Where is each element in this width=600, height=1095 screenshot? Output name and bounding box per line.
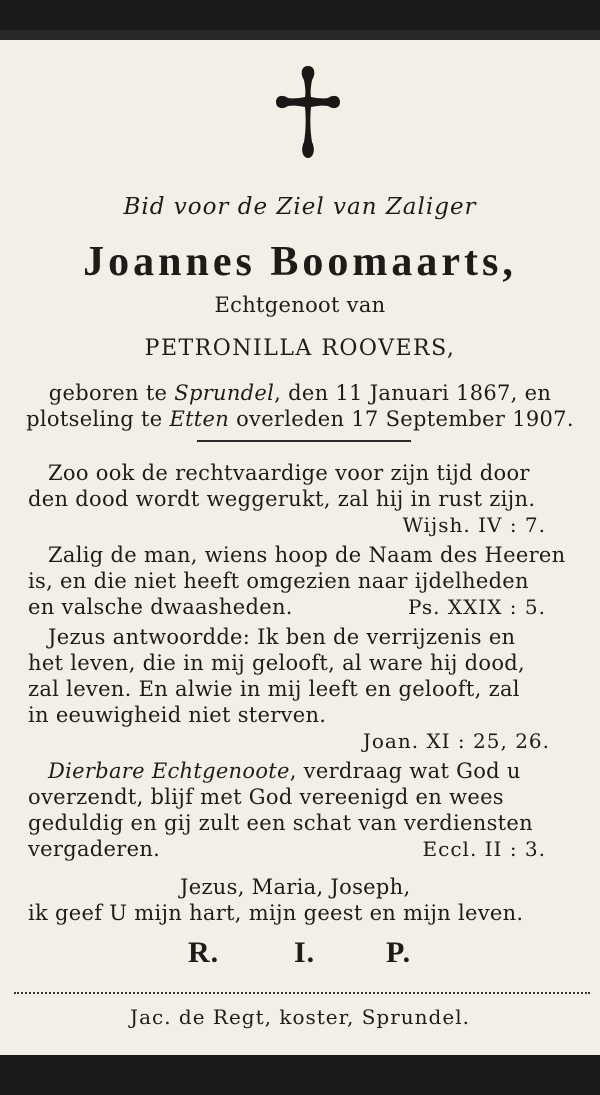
verse3-line2: het leven, die in mij gelooft, al ware hij dood, [28, 651, 526, 675]
death-post: overleden 17 September 1907. [229, 407, 574, 431]
verse2-line3: en valsche dwaasheden. [28, 595, 293, 619]
verse3-line3: zal leven. En alwie in mij leeft en gelooft, zal [28, 677, 520, 701]
verse1-line2: den dood wordt weggerukt, zal hij in rust zijn. [28, 487, 536, 511]
divider-rule [197, 440, 411, 442]
rip-p: P. [386, 936, 412, 969]
latin-cross-icon [275, 64, 341, 160]
verse2-reference: Ps. XXIX : 5. [407, 595, 546, 619]
invocation-line1: Jezus, Maria, Joseph, [180, 875, 411, 899]
birth-post: , den 11 Januari 1867, en [274, 381, 552, 405]
invocation-line2: ik geef U mijn hart, mijn geest en mijn leven. [28, 901, 524, 925]
verse4-line3: geduldig en gij zult een schat van verdiensten [28, 811, 533, 835]
birth-pre: geboren te [48, 381, 175, 405]
death-pre: plotseling te [26, 407, 170, 431]
verse4-line1-rest: , verdraag wat God u [289, 759, 521, 783]
frame-bottom [0, 1055, 600, 1095]
deceased-name: Joannes Boomaarts, [83, 239, 517, 285]
verse4-line4: vergaderen. [28, 837, 161, 861]
verse2-line1: Zalig de man, wiens hoop de Naam des Heeren [48, 543, 566, 567]
relation-line: Echtgenoot van [214, 293, 386, 317]
verse4-line2: overzendt, blijf met God vereenigd en wees [28, 785, 504, 809]
verse3-reference: Joan. XI : 25, 26. [362, 729, 550, 753]
prayer-heading: Bid voor de Ziel van Zaliger [123, 194, 477, 220]
death-place: Etten [169, 407, 230, 431]
spouse-name: PETRONILLA ROOVERS, [144, 336, 456, 361]
verse2-line2: is, en die niet heeft omgezien naar ijdelheden [28, 569, 529, 593]
printer-credit: Jac. de Regt, koster, Sprundel. [130, 1005, 470, 1029]
verse4-line1 [48, 758, 521, 784]
verse1-line1: Zoo ook de rechtvaardige voor zijn tijd door [48, 461, 530, 485]
birth-line [0, 380, 600, 406]
rip-i: I. [294, 936, 316, 969]
verse4-reference: Eccl. II : 3. [422, 837, 546, 861]
birth-place: Sprundel [174, 381, 275, 405]
death-line [0, 406, 600, 432]
rip-r: R. [188, 936, 220, 969]
verse3-line1: Jezus antwoordde: Ik ben de verrijzenis en [48, 625, 516, 649]
verse3-line4: in eeuwigheid niet sterven. [28, 703, 327, 727]
verse4-address: Dierbare Echtgenoote [48, 759, 290, 783]
dotted-divider [14, 992, 590, 994]
verse1-reference: Wijsh. IV : 7. [402, 513, 546, 537]
memorial-card [0, 30, 600, 1055]
